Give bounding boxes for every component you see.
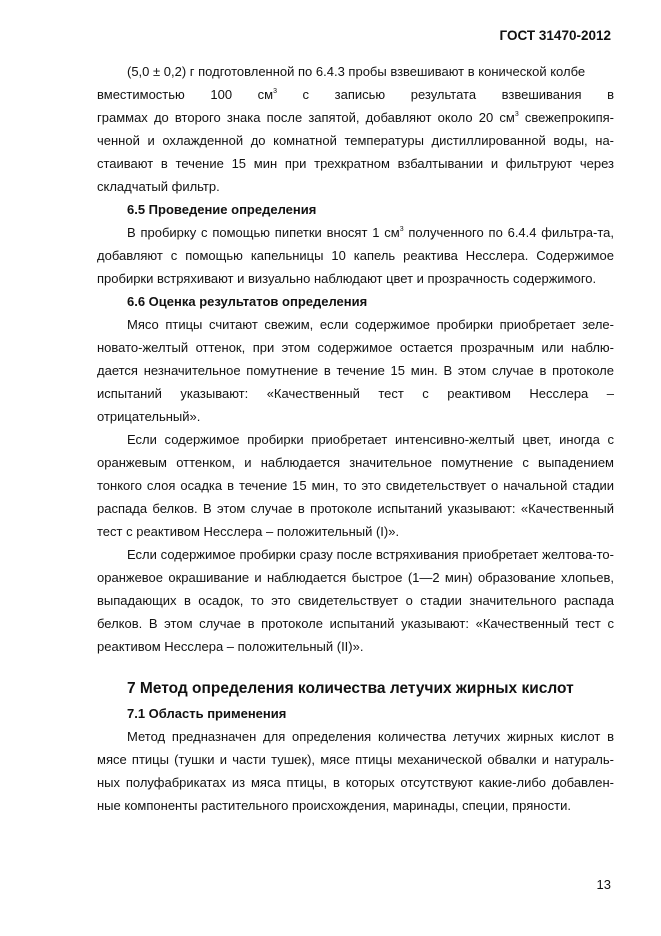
section-heading-6-5: 6.5 Проведение определения [127,202,317,217]
superscript-3: 3 [514,111,519,118]
paragraph-sample-rest: ченной и охлажденной до комнатной температуры дистиллированной воды, на-стаивают в течение 15 мин при трехкратном взбалтывании и фильтруют через складчатый фильтр. [97,133,614,194]
section-heading-7: 7 Метод определения количества летучих жирных кислот [127,680,574,697]
paragraph-7-1: Метод предназначен для определения количества летучих жирных кислот в мясе птицы (тушки и части тушек), мясе птицы механической обвалки и натураль-ных полуфабрикатах из мяса птицы, в которых отсутствуют какие-либо добавлен-ные компоненты растительного происхождения, маринады, специи, пряности. [97,729,614,813]
page-body [97,60,614,817]
paragraph-6-6-1: Мясо птицы считают свежим, если содержимое пробирки приобретает зеле-новато-желтый оттенок, при этом содержимое остается прозрачным или наблю-дается незначительное помутнение в течение 15 мин. В этом случае в протоколе испытаний указывают: «Качественный тест с реактивом Несслера – отрицательный». [97,317,614,424]
section-heading-7-1: 7.1 Область применения [127,706,287,721]
superscript-3: 3 [273,88,277,95]
paragraph-6-6-3: Если содержимое пробирки сразу после встряхивания приобретает желтова-то-оранжевое окрашивание и наблюдается быстрое (1—2 мин) образование хлопьев, выпадающих в осадок, то это свидетельствует о стадии значительного распада белков. В этом случае в протоколе испытаний указывают: «Качественный тест с реактивом Несслера – положительный (II)». [97,547,614,654]
paragraph-sample-line1: (5,0 ± 0,2) г подготовленной по 6.4.3 пробы взвешивают в конической колбе [127,64,586,79]
paragraph-6-5: В пробирку с помощью пипетки вносят 1 $см^3$ полученного по 6.4.4 фильтра-та, добавляют с помощью капельницы 10 капель реактива Несслера. Содержимое пробирки встряхивают и визуально наблюдают цвет и прозрачность содержимого. [97,225,614,286]
paragraph-sample-line3: граммах до второго знака после запятой, добавляют около 20 $см^3$ свежепрокипя- [97,110,614,125]
page-number: 13 [596,877,611,892]
paragraph-6-6-2: Если содержимое пробирки приобретает интенсивно-желтый цвет, иногда с оранжевым оттенком, и наблюдается значительное помутнение с выпадением тонкого слоя осадка в течение 15 мин, то это свидетельствует о начальной стадии распада белков. В этом случае в протоколе испытаний указывают: «Качественный тест с реактивом Несслера – положительный (I)». [97,432,614,539]
section-heading-6-6: 6.6 Оценка результатов определения [127,294,368,309]
document-code: ГОСТ 31470-2012 [499,28,611,43]
paragraph-sample-line2: вместимостью 100 $см^3$ с записью результата взвешивания в [97,87,614,102]
superscript-3: 3 [399,226,404,233]
